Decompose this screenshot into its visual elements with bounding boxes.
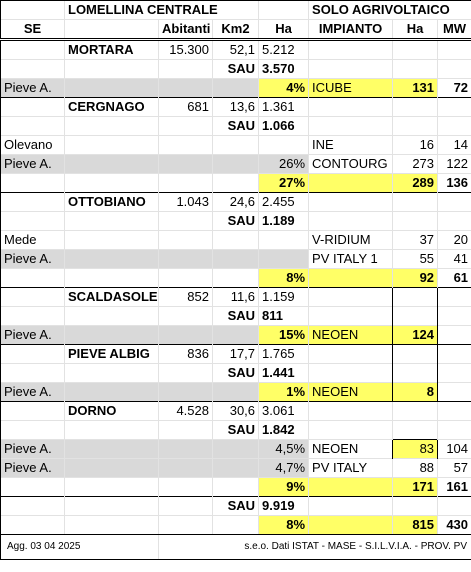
data-source: s.e.o. Dati ISTAT - MASE - S.I.L.V.I.A. - PROV. PV [159, 535, 471, 560]
comune-name: MORTARA [65, 40, 159, 60]
abitanti-cell: 836 [159, 345, 213, 364]
col-ha: Ha [259, 20, 309, 40]
pct-cell: 4% [259, 79, 309, 98]
comune-name: OTTOBIANO [65, 193, 159, 212]
impianto-row [1, 326, 471, 345]
comune-row [1, 345, 471, 364]
ha-cell: 3.061 [259, 402, 309, 421]
sau-value: 1.189 [259, 212, 309, 231]
update-date: Agg. 03 04 2025 [1, 535, 159, 560]
impianto-cell: NEOEN [309, 440, 393, 459]
impianto-cell: ICUBE [309, 79, 393, 98]
mw-cell: 57 [438, 459, 471, 478]
col-se: SE [1, 20, 65, 40]
ha-cell: 1.765 [259, 345, 309, 364]
col-abitanti: Abitanti [159, 20, 213, 40]
footer-row [1, 535, 471, 560]
impianto-row [1, 79, 471, 98]
sau-row [1, 117, 471, 136]
sau-value: 3.570 [259, 60, 309, 79]
impianto-cell: NEOEN [309, 383, 393, 402]
sau-value: 1.842 [259, 421, 309, 440]
mw-cell: 72 [438, 79, 471, 98]
pct-cell: 4,7% [259, 459, 309, 478]
sau-label: SAU [213, 497, 259, 516]
se-cell: Pieve A. [1, 383, 65, 402]
ha-impianto-cell: 37 [393, 231, 438, 250]
group-right-title: SOLO AGRIVOLTAICO [309, 1, 471, 20]
ha-impianto-cell: 171 [393, 478, 438, 497]
ha-impianto-cell: 273 [393, 155, 438, 174]
ha-impianto-cell: 55 [393, 250, 438, 269]
impianto-row [1, 440, 471, 459]
sau-label: SAU [213, 60, 259, 79]
impianto-cell: V-RIDIUM [309, 231, 393, 250]
mw-cell: 136 [438, 174, 471, 193]
abitanti-cell: 681 [159, 98, 213, 117]
ha-impianto-cell: 16 [393, 136, 438, 155]
sau-row [1, 307, 471, 326]
impianto-cell: INE [309, 136, 393, 155]
se-cell: Pieve A. [1, 155, 65, 174]
km2-cell: 13,6 [213, 98, 259, 117]
header-columns-row [1, 20, 471, 40]
sau-label: SAU [213, 307, 259, 326]
impianto-cell: NEOEN [309, 326, 393, 345]
comune-row [1, 288, 471, 307]
ha-cell: 1.159 [259, 288, 309, 307]
se-cell: Pieve A. [1, 440, 65, 459]
sau-row [1, 421, 471, 440]
impianto-row [1, 383, 471, 402]
ha-impianto-cell: 83 [393, 440, 438, 459]
impianto-row [1, 250, 471, 269]
abitanti-cell: 15.300 [159, 40, 213, 60]
se-cell: Mede [1, 231, 65, 250]
se-cell: Pieve A. [1, 250, 65, 269]
pct-cell: 9% [259, 478, 309, 497]
se-cell: Pieve A. [1, 459, 65, 478]
mw-cell: 41 [438, 250, 471, 269]
se-cell: Olevano [1, 136, 65, 155]
sau-row [1, 212, 471, 231]
pct-cell: 15% [259, 326, 309, 345]
comune-name: PIEVE ALBIG [65, 345, 159, 364]
km2-cell: 30,6 [213, 402, 259, 421]
impianto-row [1, 231, 471, 250]
pct-cell: 8% [259, 269, 309, 288]
sau-label: SAU [213, 212, 259, 231]
subtotal-row [1, 478, 471, 497]
header-group-row [1, 1, 471, 20]
comune-row [1, 193, 471, 212]
ha-cell: 1.361 [259, 98, 309, 117]
abitanti-cell: 4.528 [159, 402, 213, 421]
pct-cell: 8% [259, 516, 309, 535]
comune-name: DORNO [65, 402, 159, 421]
km2-cell: 17,7 [213, 345, 259, 364]
sau-value: 1.441 [259, 364, 309, 383]
pct-cell: 27% [259, 174, 309, 193]
pct-cell: 4,5% [259, 440, 309, 459]
ha-impianto-cell: 92 [393, 269, 438, 288]
impianto-cell: CONTOURG [309, 155, 393, 174]
sau-value: 9.919 [259, 497, 309, 516]
pct-cell: 1% [259, 383, 309, 402]
ha-impianto-cell: 88 [393, 459, 438, 478]
sau-row [1, 60, 471, 79]
ha-impianto-cell: 8 [393, 383, 438, 402]
col-impianto: IMPIANTO [309, 20, 393, 40]
comune-row [1, 402, 471, 421]
col-ha-impianto: Ha [393, 20, 438, 40]
se-cell: Pieve A. [1, 79, 65, 98]
col-mw: MW [438, 20, 471, 40]
mw-cell: 161 [438, 478, 471, 497]
sau-label: SAU [213, 364, 259, 383]
sau-row [1, 364, 471, 383]
impianto-cell: PV ITALY 1 [309, 250, 393, 269]
abitanti-cell: 1.043 [159, 193, 213, 212]
km2-cell: 52,1 [213, 40, 259, 60]
abitanti-cell: 852 [159, 288, 213, 307]
impianto-cell: PV ITALY [309, 459, 393, 478]
comune-row [1, 40, 471, 60]
ha-impianto-cell: 131 [393, 79, 438, 98]
subtotal-row [1, 269, 471, 288]
ha-impianto-cell: 289 [393, 174, 438, 193]
comune-name: CERGNAGO [65, 98, 159, 117]
sau-value: 811 [259, 307, 309, 326]
sau-label: SAU [213, 117, 259, 136]
mw-cell: 20 [438, 231, 471, 250]
ha-cell: 5.212 [259, 40, 309, 60]
impianto-row [1, 155, 471, 174]
se-cell: Pieve A. [1, 326, 65, 345]
mw-cell: 430 [438, 516, 471, 535]
sau-value: 1.066 [259, 117, 309, 136]
comune-row [1, 98, 471, 117]
ha-impianto-cell: 124 [393, 326, 438, 345]
mw-cell: 61 [438, 269, 471, 288]
impianto-row [1, 459, 471, 478]
mw-cell: 122 [438, 155, 471, 174]
pct-cell: 26% [259, 155, 309, 174]
impianto-row [1, 136, 471, 155]
comune-name: SCALDASOLE [65, 288, 159, 307]
total-sau-row [1, 497, 471, 516]
group-left-title: LOMELLINA CENTRALE [65, 1, 259, 20]
ha-impianto-cell: 815 [393, 516, 438, 535]
subtotal-row [1, 174, 471, 193]
sau-label: SAU [213, 421, 259, 440]
mw-cell: 14 [438, 136, 471, 155]
total-row [1, 516, 471, 535]
col-km2: Km2 [213, 20, 259, 40]
mw-cell: 104 [438, 440, 471, 459]
ha-cell: 2.455 [259, 193, 309, 212]
km2-cell: 24,6 [213, 193, 259, 212]
km2-cell: 11,6 [213, 288, 259, 307]
